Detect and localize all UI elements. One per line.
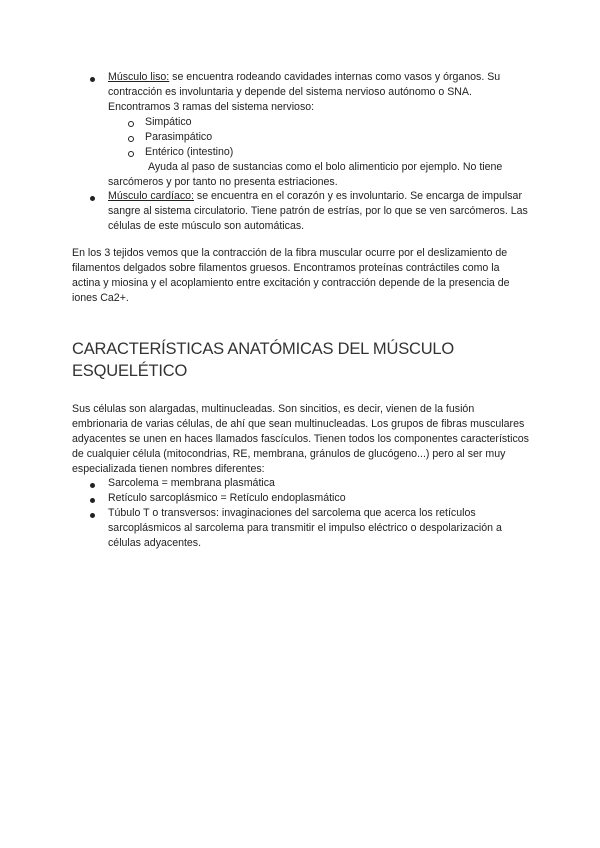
sub-bullet-circle <box>128 121 134 127</box>
bullet-dot <box>90 77 95 82</box>
bullet-dot <box>90 513 95 518</box>
smooth-muscle-text: se encuentra rodeando cavidades internas como vasos y órganos. Su contracción es involuntaria y depende del sistema nervioso autónomo o SNA. Encontramos 3 ramas del sistema nervioso: <box>108 71 501 113</box>
contraction-paragraph: En los 3 tejidos vemos que la contracción de la fibra muscular ocurre por el deslizamiento de filamentos delgados sobre filamentos gruesos. Encontramos proteínas contráctiles como la actina y miosina y el acoplamiento entre excitación y contracción depende de la presencia de iones Ca2+. <box>72 247 510 304</box>
subitem-parasimpatico: Parasimpático <box>145 131 213 143</box>
section-heading: CARACTERÍSTICAS ANATÓMICAS DEL MÚSCULO ESQUELÉTICO <box>72 340 455 380</box>
term-cardiac-muscle: Músculo cardíaco: <box>108 190 194 202</box>
subitem-enterico: Entérico (intestino) <box>145 146 234 158</box>
term-smooth-muscle: Músculo liso: <box>108 71 170 83</box>
subitem-simpatico: Simpático <box>145 116 192 128</box>
bullet-reticulo: Retículo sarcoplásmico = Retículo endoplasmático <box>108 492 346 504</box>
sub-bullet-circle <box>128 151 134 157</box>
smooth-muscle-note: Ayuda al paso de sustancias como el bolo alimenticio por ejemplo. No tiene sarcómeros y por tanto no presenta estriaciones. <box>108 161 503 188</box>
bullet-smooth-muscle <box>108 70 528 115</box>
bullet-sarcolema: Sarcolema = membrana plasmática <box>108 477 275 489</box>
bullet-dot <box>90 498 95 503</box>
bullet-tubulo: Túbulo T o transversos: invaginaciones del sarcolema que acerca los retículos sarcoplásmicos al sarcolema para transmitir el impulso eléctrico o despolarización a células adyacentes. <box>108 507 502 549</box>
bullet-dot <box>90 483 95 488</box>
bullet-cardiac-muscle <box>108 189 533 234</box>
cardiac-muscle-text: se encuentra en el corazón y es involuntario. Se encarga de impulsar sangre al sistema circulatorio. Tiene patrón de estrías, por lo que se ven sarcómeros. Las células de este músculo son automáticas. <box>108 190 528 232</box>
bullet-dot <box>90 196 95 201</box>
sub-bullet-circle <box>128 136 134 142</box>
skeletal-muscle-paragraph: Sus células son alargadas, multinucleadas. Son sincitios, es decir, vienen de la fusión embrionaria de varias células, de ahí que sean multinucleadas. Los grupos de fibras musculares adyacentes se unen en haces llamados fascículos. Tienen todos los componentes característicos de cualquier célula (mitocondrias, RE, membrana, gránulos de glucógeno...) pero al ser muy especializada tienen nombres diferentes: <box>72 403 529 475</box>
